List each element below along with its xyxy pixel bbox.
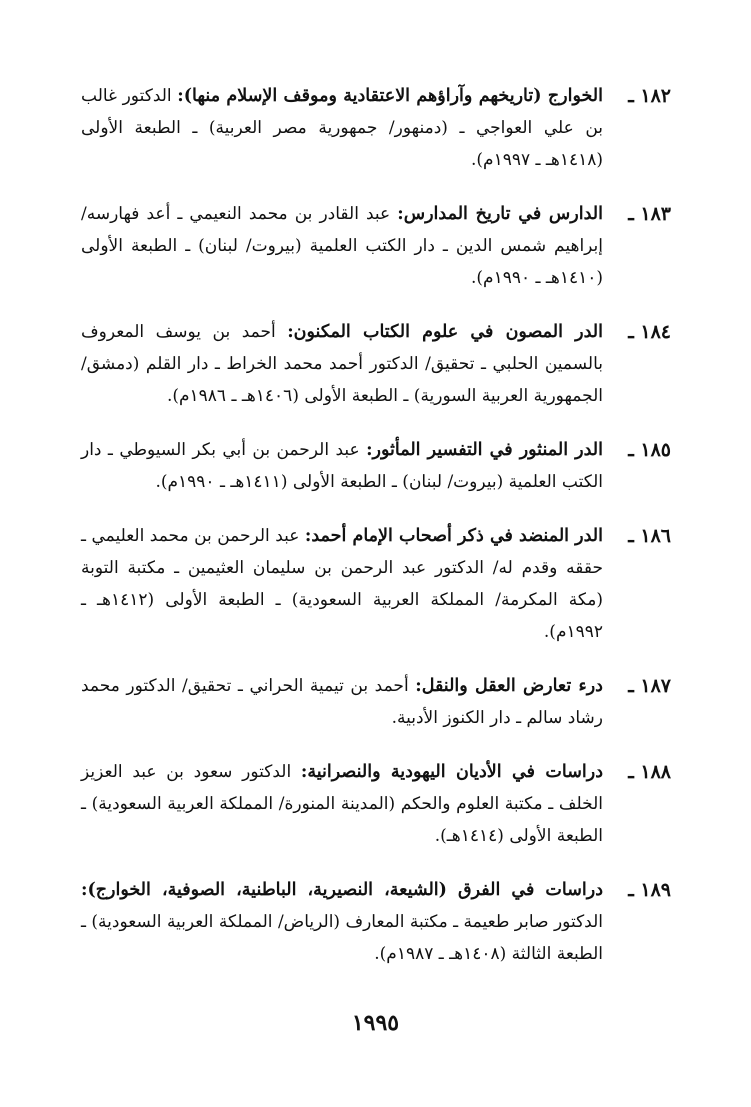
- entry-number: ١٨٢ ـ: [628, 85, 671, 107]
- entry-details: الدكتور سعود بن عبد العزيز الخلف ـ مكتبة العلوم والحكم (المدينة المنورة/ المملكة العربية السعودية) ـ الطبعة الأولى (١٤١٤هـ).: [81, 762, 603, 846]
- bibliography-entry: [81, 670, 671, 734]
- entry-title: دراسات في الفرق (الشيعة، النصيرية، الباطنية، الصوفية، الخوارج):: [81, 880, 603, 900]
- entry-title: الدر المصون في علوم الكتاب المكنون:: [287, 322, 603, 342]
- entry-number: ١٨٨ ـ: [628, 761, 671, 783]
- entry-number: ١٨٦ ـ: [628, 525, 671, 547]
- entry-title: الدر المنضد في ذكر أصحاب الإمام أحمد:: [304, 526, 603, 546]
- bibliography-entry: [81, 756, 671, 852]
- entry-title: درء تعارض العقل والنقل:: [415, 676, 603, 696]
- entry-details: أحمد بن يوسف المعروف بالسمين الحلبي ـ تحقيق/ الدكتور أحمد محمد الخراط ـ دار القلم (دمشق/ الجمهورية العربية السورية) ـ الطبعة الأولى (١٤٠٦هـ ـ ١٩٨٦م).: [81, 322, 603, 406]
- bibliography-entry: [81, 434, 671, 498]
- bibliography-entry: [81, 80, 671, 176]
- entry-title: دراسات في الأديان اليهودية والنصرانية:: [300, 762, 603, 782]
- entry-details: عبد القادر بن محمد النعيمي ـ أعد فهارسه/ إبراهيم شمس الدين ـ دار الكتب العلمية (بيروت/ لبنان) ـ الطبعة الأولى (١٤١٠هـ ـ ١٩٩٠م).: [81, 204, 603, 288]
- entry-title: الدر المنثور في التفسير المأثور:: [366, 440, 603, 460]
- entry-number: ١٨٤ ـ: [628, 321, 671, 343]
- entry-body: [81, 520, 603, 648]
- entry-number: ١٨٣ ـ: [628, 203, 671, 225]
- bibliography-entry: [81, 198, 671, 294]
- bibliography-entry: [81, 316, 671, 412]
- entry-body: [81, 80, 603, 176]
- entry-title: الدارس في تاريخ المدارس:: [397, 204, 603, 224]
- entry-body: [81, 434, 603, 498]
- bibliography-entry: [81, 874, 671, 970]
- entry-body: [81, 756, 603, 852]
- bibliography-entry: [81, 520, 671, 648]
- bibliography-list: [81, 80, 671, 992]
- entry-number: ١٨٧ ـ: [628, 675, 671, 697]
- entry-body: [81, 198, 603, 294]
- entry-body: [81, 670, 603, 734]
- entry-body: [81, 316, 603, 412]
- entry-details: الدكتور صابر طعيمة ـ مكتبة المعارف (الرياض/ المملكة العربية السعودية) ـ الطبعة الثالثة (١٤٠٨هـ ـ ١٩٨٧م).: [81, 912, 603, 964]
- entry-body: [81, 874, 603, 970]
- entry-number: ١٨٩ ـ: [628, 879, 671, 901]
- entry-details: عبد الرحمن بن أبي بكر السيوطي ـ دار الكتب العلمية (بيروت/ لبنان) ـ الطبعة الأولى (١٤١١هـ ـ ١٩٩٠م).: [81, 440, 603, 492]
- page-number: ١٩٩٥: [351, 1010, 400, 1036]
- entry-details: عبد الرحمن بن محمد العليمي ـ حققه وقدم له/ الدكتور عبد الرحمن بن سليمان العثيمين ـ مكتبة التوبة (مكة المكرمة/ المملكة العربية السعودية) ـ الطبعة الأولى (١٤١٢هـ ـ ١٩٩٢م).: [81, 526, 603, 642]
- entry-number: ١٨٥ ـ: [628, 439, 671, 461]
- entry-title: الخوارج (تاريخهم وآراؤهم الاعتقادية وموقف الإسلام منها):: [177, 86, 603, 106]
- entry-details: أحمد بن تيمية الحراني ـ تحقيق/ الدكتور محمد رشاد سالم ـ دار الكنوز الأدبية.: [81, 676, 603, 728]
- entry-details: الدكتور غالب بن علي العواجي ـ (دمنهور/ جمهورية مصر العربية) ـ الطبعة الأولى (١٤١٨هـ ـ ١٩٩٧م).: [81, 86, 603, 170]
